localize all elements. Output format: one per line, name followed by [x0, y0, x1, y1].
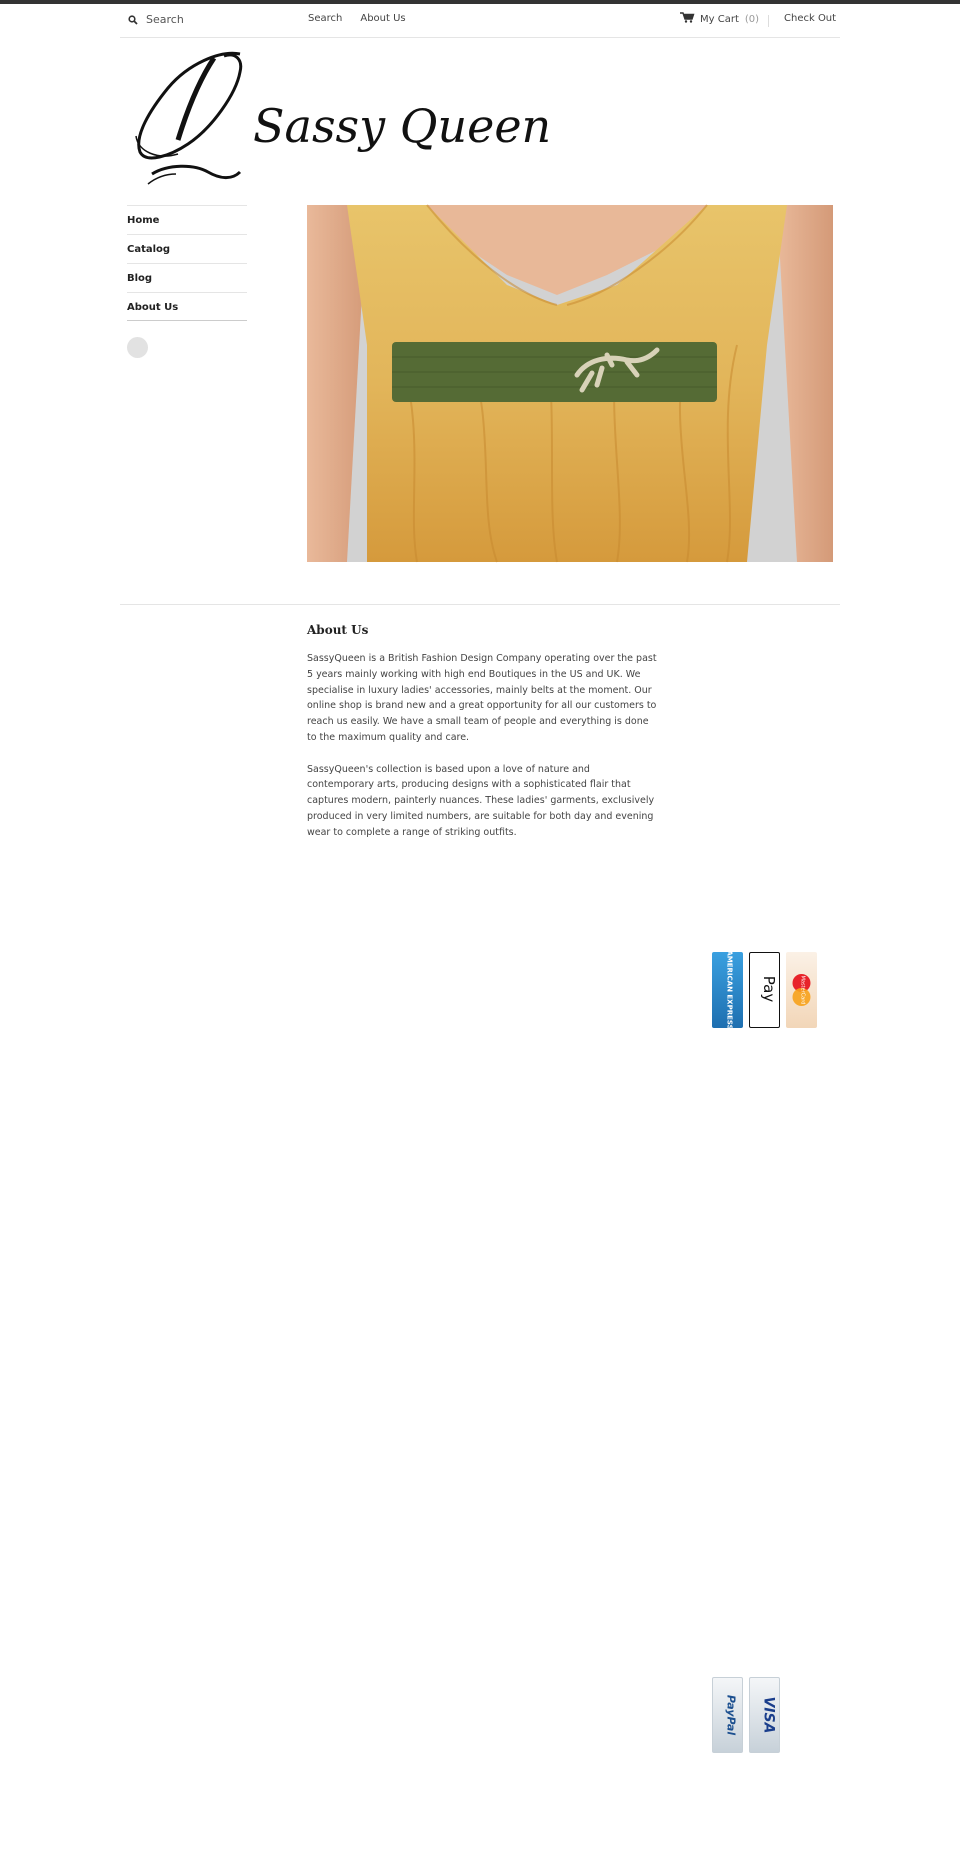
sidebar-item-about-us[interactable]: About Us [127, 292, 247, 321]
brand-logo[interactable] [128, 52, 552, 188]
social-icon[interactable] [127, 337, 148, 358]
sidebar-item-catalog[interactable]: Catalog [127, 234, 247, 263]
mastercard-card-icon [786, 952, 817, 1028]
hero-image [307, 205, 833, 562]
mastercard-label: MasterCard [799, 975, 806, 1005]
about-content [307, 651, 657, 856]
section-divider [120, 604, 840, 605]
nav-link-search[interactable]: Search [308, 13, 343, 24]
amex-card-label: AMERICAN EXPRESS [725, 950, 734, 1030]
search-icon [128, 15, 138, 25]
about-paragraph: SassyQueen's collection is based upon a love of nature and contemporary arts, producing designs with a sophisticated flair that captures modern, painterly nuances. These ladies' garments, exclusively produced in very limited numbers, are suitable for both day and evening wear to complete a range of striking outfits. [307, 763, 655, 838]
visa-label: VISA [760, 1696, 777, 1734]
checkout-link[interactable]: Check Out [784, 13, 837, 24]
cart-link[interactable] [680, 12, 759, 26]
nav-link-about-us[interactable]: About Us [360, 13, 406, 24]
visa-card-icon [749, 1677, 780, 1753]
paypal-card-icon [712, 1677, 743, 1753]
cart-icon [680, 12, 694, 26]
apple-pay-card-icon [749, 952, 780, 1028]
search-field[interactable] [128, 13, 184, 26]
cart-label: My Cart [700, 13, 739, 25]
sidebar-item-blog[interactable]: Blog [127, 263, 247, 292]
sidebar-item-home[interactable]: Home [127, 205, 247, 234]
cart-count: (0) [744, 13, 760, 25]
header-divider [768, 15, 769, 27]
about-paragraph: SassyQueen is a British Fashion Design Company operating over the past 5 years mainly working with high end Boutiques in the US and UK. We specialise in luxury ladies' accessories, mainly belts at the moment. Our online shop is brand new and a great opportunity for all our customers to reach us easily. We have a small team of people and everything is done to the maximum quality and care. [307, 653, 657, 743]
paypal-label: PayPal [724, 1694, 738, 1736]
apple-pay-label: Pay [760, 975, 778, 1003]
header-bar [120, 4, 840, 38]
top-nav [308, 13, 406, 24]
sidebar-nav [127, 205, 247, 321]
brand-name: Sassy Queen [253, 99, 552, 153]
amex-card-icon [712, 952, 743, 1028]
logo-q-mark-icon [128, 52, 552, 188]
page-title: About Us [307, 623, 369, 637]
search-placeholder: Search [146, 13, 184, 26]
